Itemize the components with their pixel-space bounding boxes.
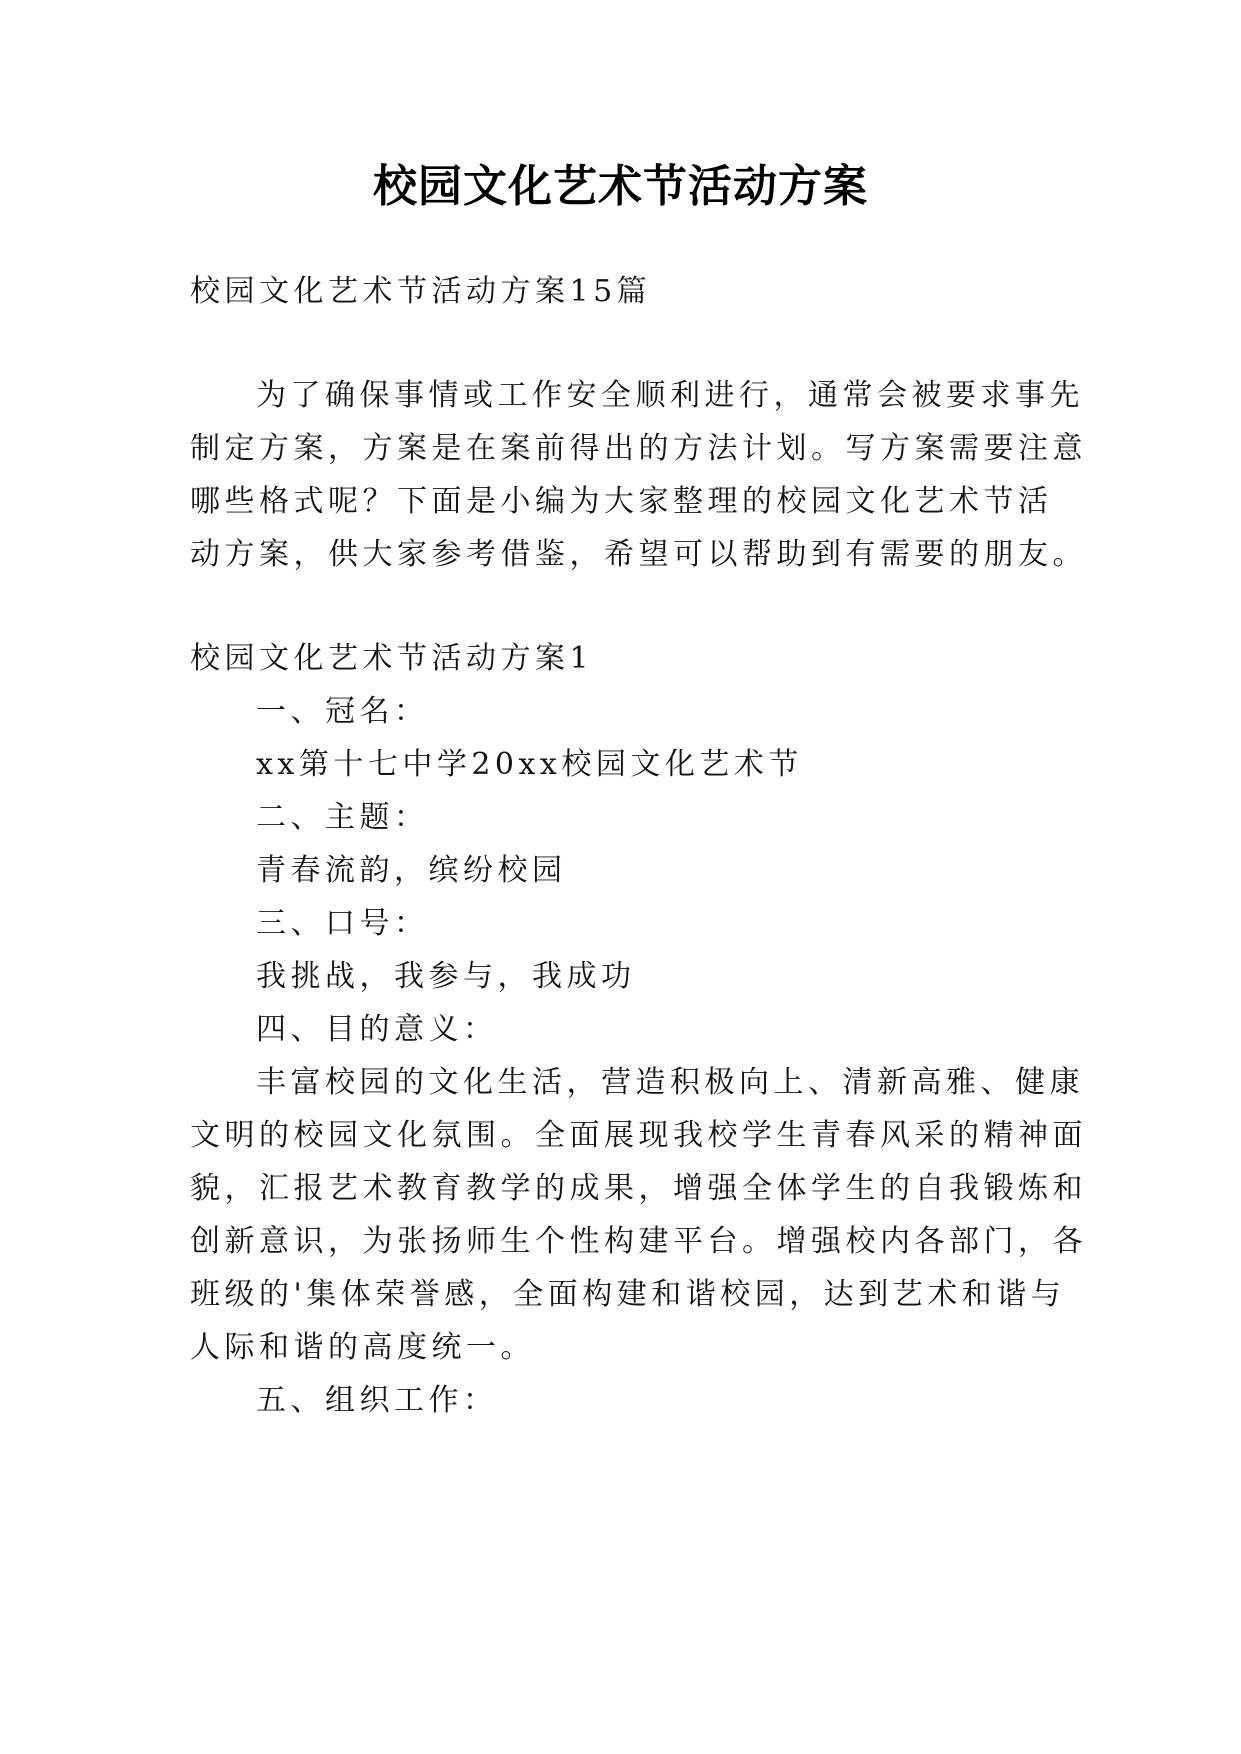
intro-line-2: 制定方案，方案是在案前得出的方法计划。写方案需要注意 — [190, 431, 1087, 466]
item-naming-heading: 一、冠名： — [256, 694, 429, 729]
document-title: 校园文化艺术节活动方案 — [373, 161, 868, 212]
item-theme-value: 青春流韵，缤纷校园 — [256, 853, 567, 888]
section-heading: 校园文化艺术节活动方案1 — [190, 641, 594, 676]
purpose-line-6: 人际和谐的高度统一。 — [190, 1330, 535, 1365]
purpose-line-1: 丰富校园的文化生活，营造积极向上、清新高雅、健康 — [256, 1065, 1084, 1100]
item-theme-heading: 二、主题： — [256, 800, 429, 835]
document-subtitle: 校园文化艺术节活动方案15篇 — [190, 274, 652, 309]
purpose-line-4: 创新意识，为张扬师生个性构建平台。增强校内各部门，各 — [190, 1224, 1087, 1259]
intro-line-3: 哪些格式呢？下面是小编为大家整理的校园文化艺术节活 — [190, 484, 1053, 519]
purpose-line-5: 班级的'集体荣誉感，全面构建和谐校园，达到艺术和谐与 — [190, 1277, 1066, 1312]
purpose-line-3: 貌，汇报艺术教育教学的成果，增强全体学生的自我锻炼和 — [190, 1171, 1087, 1206]
item-organization-heading: 五、组织工作： — [256, 1383, 498, 1418]
item-slogan-value: 我挑战，我参与，我成功 — [256, 959, 636, 994]
purpose-line-2: 文明的校园文化氛围。全面展现我校学生青春风采的精神面 — [190, 1118, 1087, 1153]
item-slogan-heading: 三、口号： — [256, 906, 429, 941]
intro-line-1: 为了确保事情或工作安全顺利进行，通常会被要求事先 — [256, 378, 1084, 413]
intro-line-4: 动方案，供大家参考借鉴，希望可以帮助到有需要的朋友。 — [190, 537, 1087, 572]
item-naming-value: xx第十七中学20xx校园文化艺术节 — [256, 747, 803, 782]
item-purpose-heading: 四、目的意义： — [256, 1012, 498, 1047]
